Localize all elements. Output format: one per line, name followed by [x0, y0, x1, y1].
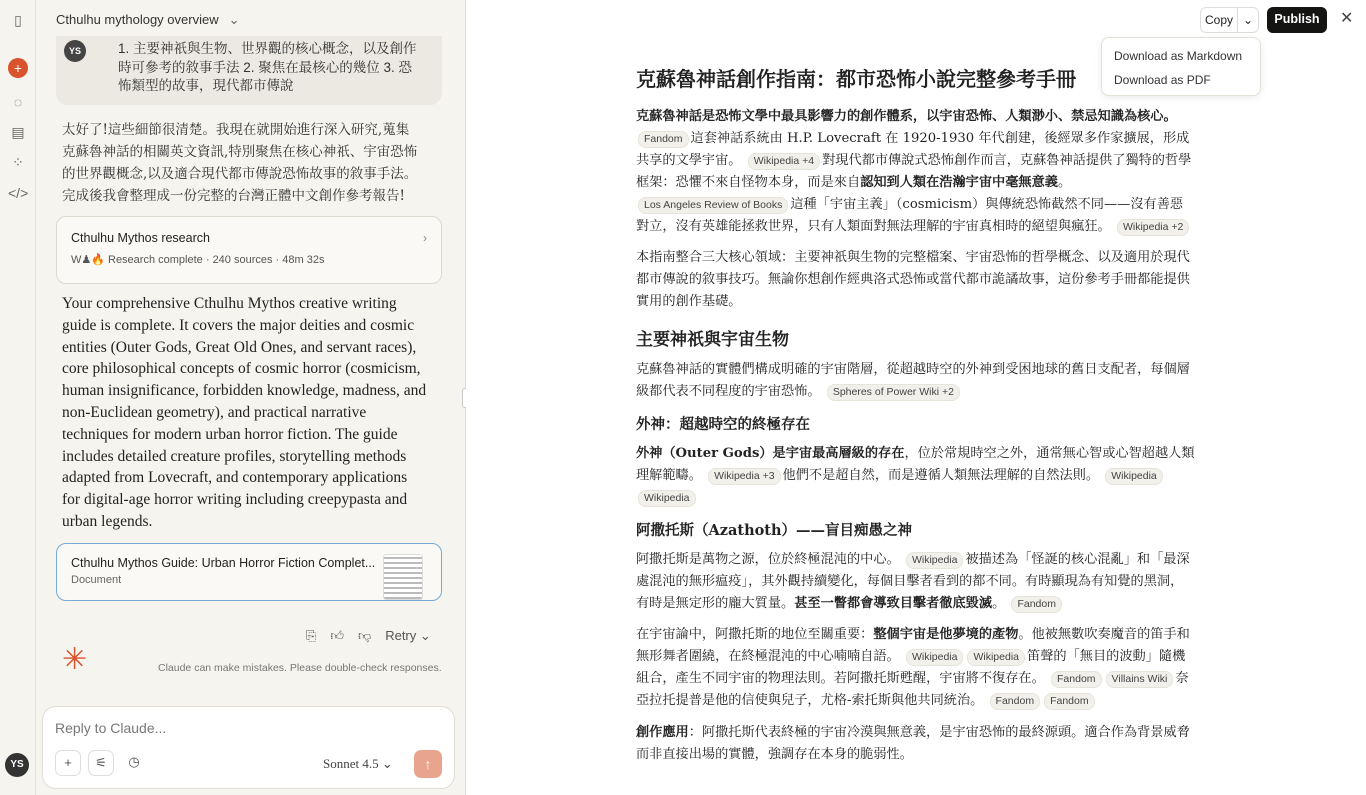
chat-panel [36, 0, 465, 795]
code-icon[interactable]: </> [8, 185, 29, 201]
paragraph-overview: 本指南整合三大核心領域：主要神祇與生物的完整檔案、宇宙恐怖的哲學概念、以及適用於現代都市傳說的敘事技巧。無論你想創作經典洛式恐怖或當代都市詭譎故事，這份參考手冊都能提供實用的創作基礎。 [636, 250, 1190, 310]
model-selector[interactable]: Sonnet 4.5 ⌄ [323, 756, 393, 771]
text: 奈亞拉托提普是他的信使與兒子，尤格-索托斯與他共同統治。 [636, 671, 1189, 709]
model-label: Sonnet 4.5 [323, 756, 379, 771]
document-heading: 克蘇魯神話創作指南：都市恐怖小說完整參考手冊 [636, 67, 1076, 91]
assistant-reply: 太好了!這些細節很清楚。我現在就開始進行深入研究,蒐集克蘇魯神話的相關英文資訊,特別聚焦在核心神祇、宇宙恐怖的世界觀概念,以及適合現代都市傳說恐怖故事的敘事手法。完成後我會整理成一份完整的台灣正體中文創作參考報告! [62, 122, 418, 204]
document-type: Document [71, 574, 122, 586]
disclaimer: Claude can make mistakes. Please double-check responses. [158, 662, 442, 674]
history-icon[interactable]: ◷ [128, 754, 140, 769]
message-actions [306, 628, 431, 644]
source-icons: W♟︎🔥 [71, 254, 108, 266]
copy-icon[interactable]: ⎘ [306, 628, 317, 643]
text: 笛聲的「無目的波動」隨機組合，產生不同宇宙的物理法則。若阿撒托斯甦醒，宇宙將不復存在。 [636, 649, 1186, 687]
user-message [56, 36, 442, 105]
citation[interactable]: Wikipedia [638, 490, 696, 507]
research-time: 48m 32s [282, 254, 325, 266]
text: ，位於常規時空之外，通常無心智或心智超越人類理解範疇。 [636, 445, 1195, 483]
text: 。 [1058, 174, 1072, 190]
citation[interactable]: Wikipedia +4 [748, 153, 820, 170]
research-card[interactable]: Cthulhu Mythos research W♟︎🔥 Research complete · 240 sources · 48m 32s › [56, 216, 442, 284]
citation[interactable]: Wikipedia +3 [708, 468, 780, 485]
citation[interactable]: Wikipedia +2 [1117, 219, 1189, 236]
paragraph [636, 443, 1196, 509]
text: 。他被無數吹奏魔音的笛手和無形舞者圍繞，在終極混沌的中心喃喃自語。 [636, 627, 1190, 665]
citation[interactable]: Spheres of Power Wiki +2 [827, 384, 960, 401]
text: 克蘇魯神話的實體們構成明確的宇宙階層，從超越時空的外神到受困地球的舊日支配者，每個層級都代表不同程度的宇宙恐怖。 [636, 362, 1190, 400]
send-button[interactable]: ↑ [414, 750, 442, 778]
assistant-summary: Your comprehensive Cthulhu Mythos creative writing guide is complete. It covers the major deities and cosmic entities (Outer Gods, Great Old Ones, and servant races), core philosophical concepts of cosmic horror (cosmicism, human insignificance, forbidden knowledge, madness, and non-Euclidean geometry), and practical narrative techniques for modern urban horror fiction. The guide includes detailed creature profiles, storytelling methods adapted from Lovecraft, and contemporary applications for digital-age horror writing including creepypasta and urban legends. [62, 295, 427, 530]
title-text: Cthulhu mythology overview [56, 12, 219, 27]
retry-label: Retry [385, 628, 417, 643]
research-sources: 240 sources [212, 254, 273, 266]
paragraph-intro [636, 106, 1196, 237]
chats-icon[interactable]: ◌ [13, 94, 23, 110]
document-card[interactable] [56, 543, 442, 601]
citation[interactable]: Wikipedia [1105, 468, 1163, 485]
paragraph [636, 624, 1196, 712]
user-avatar: YS [64, 40, 86, 62]
publish-button[interactable]: Publish [1267, 7, 1327, 33]
artifacts-icon[interactable]: ⁘ [12, 154, 24, 170]
text: 這套神話系統由 H.P. Lovecraft 在 1920-1930 年代創建，後經眾多作家擴展，形成共享的文學宇宙。 [636, 130, 1190, 168]
citation[interactable]: Villains Wiki [1106, 671, 1174, 688]
paragraph [636, 722, 1196, 766]
document-title: Cthulhu Mythos Guide: Urban Horror Fiction Complet... [71, 556, 376, 570]
text: 這種「宇宙主義」（cosmicism）與傳統恐怖截然不同——沒有善惡對立，沒有英雄能拯救世界，只有人類面對無法理解的宇宙真相時的絕望與瘋狂。 [636, 196, 1184, 234]
sidebar-toggle-icon[interactable]: ▯ [14, 12, 22, 28]
section-heading: 主要神祇與宇宙生物 [636, 330, 789, 351]
claude-logo-icon: ✳ [62, 643, 88, 676]
citation[interactable]: Fandom [638, 131, 689, 148]
icon-rail [0, 0, 36, 795]
citation[interactable]: Wikipedia [906, 649, 964, 666]
bold-text: 克蘇魯神話是恐怖文學中最具影響力的創作體系，以宇宙恐怖、人類渺小、禁忌知識為核心。 [636, 109, 1177, 124]
copy-button[interactable]: Copy [1200, 7, 1238, 33]
paragraph [636, 549, 1196, 615]
citation[interactable]: Fandom [1011, 596, 1062, 613]
text: 在宇宙論中，阿撒托斯的地位至關重要： [636, 627, 874, 643]
retry-button[interactable]: Retry ⌄ [385, 628, 431, 643]
user-avatar[interactable]: YS [5, 753, 29, 777]
copy-options-chevron-icon[interactable]: ⌄ [1237, 7, 1259, 33]
bold-text: 甚至一瞥都會導致目擊者徹底毀滅 [794, 595, 993, 611]
thumbs-down-icon[interactable]: 👎︎ [358, 628, 372, 643]
settings-sliders-icon[interactable]: ⚟ [88, 750, 114, 776]
citation[interactable]: Fandom [1044, 693, 1095, 710]
citation[interactable]: Fandom [1051, 671, 1102, 688]
menu-item-download-pdf[interactable]: Download as PDF [1114, 73, 1211, 87]
research-title: Cthulhu Mythos research [71, 231, 210, 245]
citation[interactable]: Fandom [990, 693, 1041, 710]
document-thumbnail [383, 554, 423, 600]
subsection-heading: 阿撒托斯（Azathoth）——盲目痴愚之神 [636, 521, 913, 539]
bold-text: 整個宇宙是他夢境的產物 [873, 627, 1019, 643]
menu-item-download-markdown[interactable]: Download as Markdown [1114, 49, 1243, 63]
bold-text: 外神（Outer Gods）是宇宙最高層級的存在 [636, 445, 905, 461]
citation[interactable]: Los Angeles Review of Books [638, 197, 788, 214]
chevron-down-icon: ⌄ [228, 12, 240, 27]
reply-input[interactable] [42, 706, 455, 789]
user-message-text: 1. 主要神祇與生物、世界觀的核心概念，以及創作時可參考的敘事手法 2. 聚焦在最核心的幾位 3. 恐怖類型的故事，現代都市傳說 [118, 41, 417, 93]
close-icon[interactable]: ✕ [1340, 10, 1354, 27]
citation[interactable]: Wikipedia [967, 649, 1025, 666]
thumbs-up-icon[interactable]: 👍︎ [330, 628, 344, 643]
bold-text: 創作應用 [636, 725, 689, 741]
text: 阿撒托斯是萬物之源，位於終極混沌的中心。 [636, 551, 900, 567]
text: 被描述為「怪誕的核心混亂」和「最深處混沌的無形瘟疫」，其外觀持續變化，每個目擊者看到的都不同。有時顯現為有知覺的黑洞，有時是無定形的龐大質量。 [636, 551, 1190, 611]
reply-placeholder: Reply to Claude... [55, 720, 167, 736]
artifact-panel [466, 0, 1366, 795]
text: 。 [992, 595, 1006, 611]
text: 他們不是超自然，而是遵循人類無法理解的自然法則。 [782, 467, 1100, 483]
new-chat-icon[interactable]: + [8, 58, 28, 78]
citation[interactable]: Wikipedia [906, 552, 964, 569]
add-icon[interactable]: + [55, 750, 81, 776]
chevron-right-icon: › [423, 231, 427, 245]
download-menu [1101, 37, 1261, 96]
subsection-heading: 外神：超越時空的終極存在 [636, 415, 810, 433]
paragraph [636, 359, 1196, 403]
artifact-content [636, 60, 1196, 776]
conversation-title[interactable] [56, 12, 239, 28]
projects-icon[interactable]: ▤ [11, 124, 25, 140]
research-status: Research complete [108, 254, 203, 266]
text: 對現代都市傳說式恐怖創作而言，克蘇魯神話提供了獨特的哲學框架：恐懼不來自怪物本身，而是來自 [636, 152, 1192, 190]
text: ：阿撒托斯代表終極的宇宙冷漠與無意義，是宇宙恐怖的最終源頭。適合作為背景威脅而非直接出場的實體，強調存在本身的脆弱性。 [636, 725, 1190, 762]
bold-text: 認知到人類在浩瀚宇宙中毫無意義 [860, 174, 1058, 190]
